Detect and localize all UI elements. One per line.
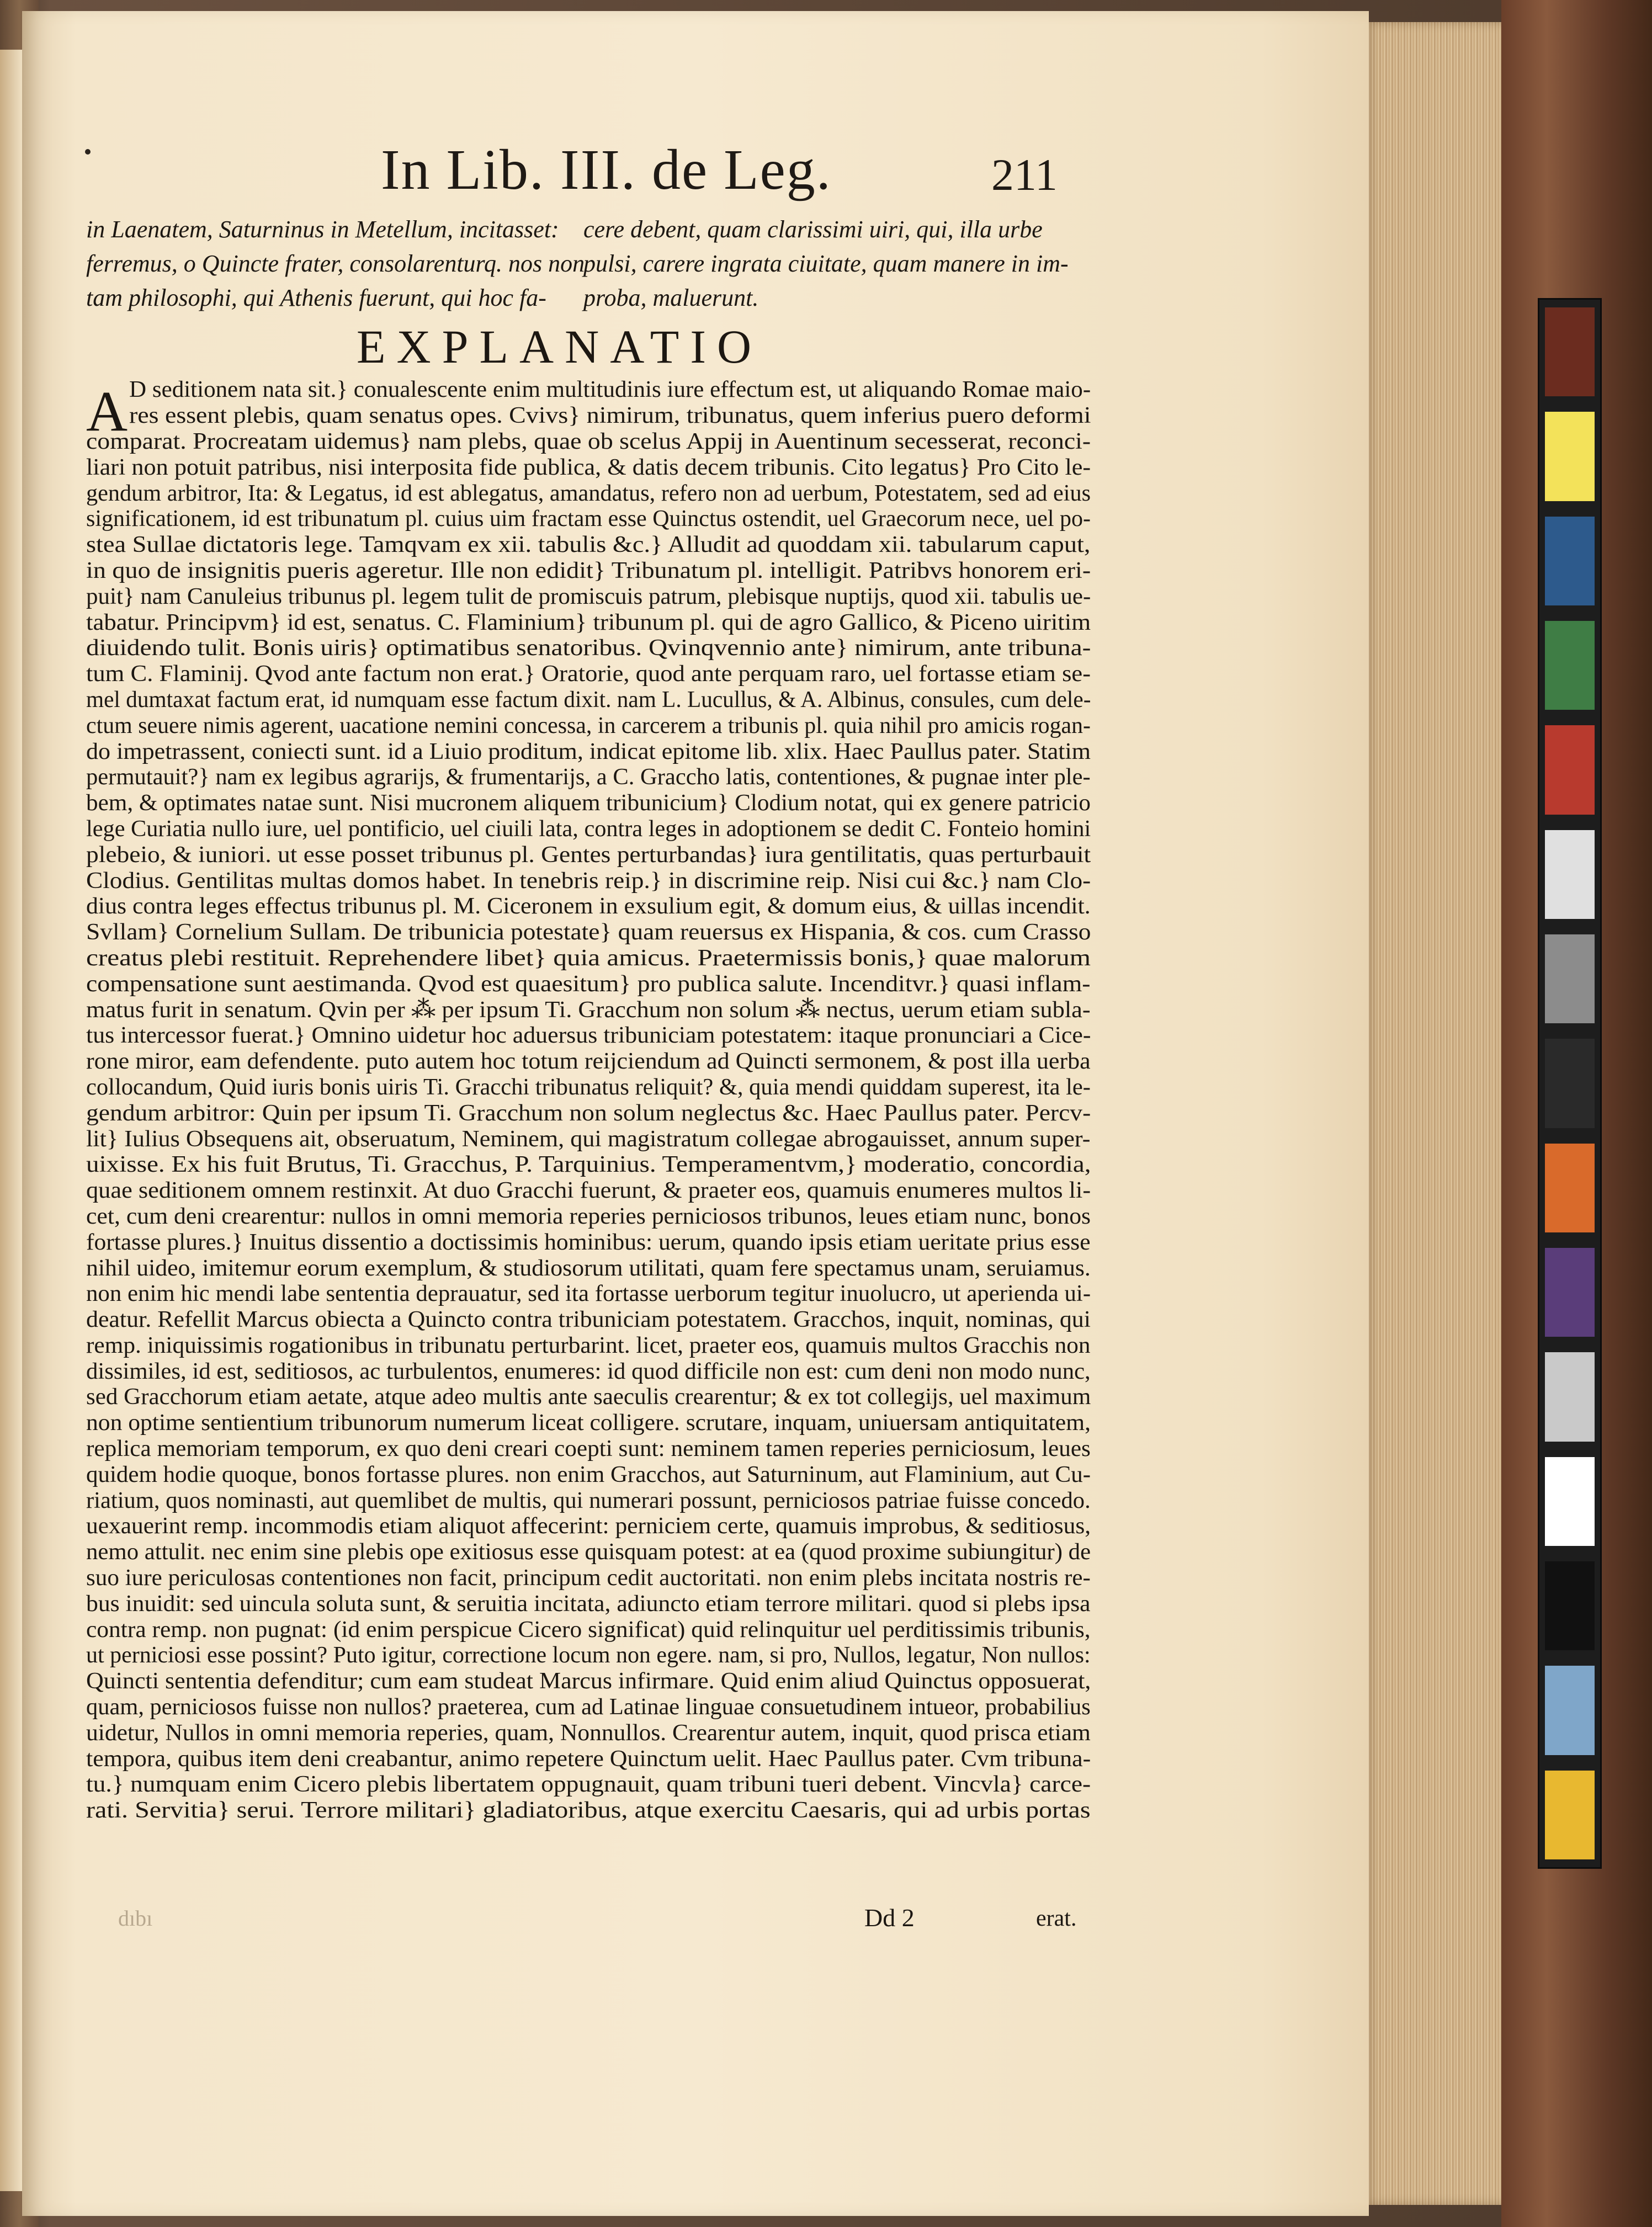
text-line: in Laenatem, Saturninus in Metellum, incitasset:: [86, 216, 559, 243]
commentary-line: creatus plebi restituit. Reprehendere libet} quia amicus. Praetermissis bonis,} quae malorum: [86, 944, 1091, 971]
commentary-line: in quo de insignitis pueris ageretur. Ille non edidit} Tribunatum pl. intelligit. Patribvs honorem eri-: [86, 557, 1091, 583]
commentary-line: tabatur. Principvm} id est, senatus. C. Flaminium} tribunum pl. qui de agro Gallico, & Piceno uiritim: [86, 609, 1091, 635]
commentary-line: do impetrassent, coniecti sunt. id a Liuio proditum, indicat epitome lib. xlix. Haec Paullus pater. Statim: [86, 738, 1091, 764]
color-calibration-strip: [1538, 298, 1602, 1869]
commentary-line: permutauit?} nam ex legibus agrarijs, & frumentarijs, a C. Graccho latis, contentiones, & pugnae inter ple-: [86, 764, 1091, 790]
calibration-swatch: [1545, 1457, 1595, 1546]
commentary-line: quam, perniciosos fuisse non nullos? praeterea, cum ad Latinae linguae consuetudinem intueor, probabilius: [86, 1694, 1091, 1720]
calibration-swatch: [1545, 1248, 1595, 1337]
commentary-line: res essent plebis, quam senatus opes. Cvivs} nimirum, tribunatus, quem inferius puero deformi: [129, 402, 1091, 428]
commentary-line: compensatione sunt aestimanda. Qvod est quaesitum} pro publica salute. Incenditvr.} quasi inflam-: [86, 970, 1091, 997]
commentary-line: puit} nam Canuleius tribunus pl. legem tulit de promiscuis patrum, plebisque nuptijs, quod xii. tabulis ue-: [86, 583, 1091, 609]
commentary-line: tempora, quibus item deni creabantur, animo repetere Quinctum uelit. Haec Paullus pater. Cvm tribuna-: [86, 1745, 1091, 1772]
calibration-swatch: [1545, 621, 1595, 710]
section-heading: EXPLANATIO: [357, 320, 763, 373]
commentary-line: uixisse. Ex his fuit Brutus, Ti. Gracchus, P. Tarquinius. Temperamentvm,} moderatio, concordia,: [86, 1151, 1091, 1178]
commentary-line: significationem, id est tribunatum pl. cuius uim fractam esse Quinctus ostendit, uel Graecorum nece, uel po-: [86, 506, 1091, 532]
commentary-line: Clodius. Gentilitas multas domos habet. In tenebris reip.} in discrimine reip. Nisi cui &c.} nam Clo-: [86, 867, 1091, 894]
commentary-line: bus inuidit: sed uincula soluta sunt, & seruitia incitata, adiuncto etiam terrore militari. quod si plebs ipsa: [86, 1590, 1091, 1617]
commentary-line: mel dumtaxat factum erat, id numquam esse factum dixit. nam L. Lucullus, & A. Albinus, consules, cum dele-: [86, 686, 1091, 713]
calibration-swatch: [1545, 1771, 1595, 1859]
commentary-body: [86, 429, 1091, 1824]
commentary-line: liari non potuit patribus, nisi interposita fide publica, & datis decem tribunis. Cito legatus} Pro Cito le-: [86, 454, 1091, 480]
commentary-line: fortasse plures.} Inuitus dissentio a doctissimis hominibus: uerum, quando ipsis etiam ueritate prius esse: [86, 1229, 1091, 1255]
faint-show-through-mark: dıbı: [118, 1906, 153, 1931]
facing-page-edge: [0, 50, 22, 2191]
calibration-swatch: [1545, 934, 1595, 1023]
commentary-line: rone miror, eam defendente. puto autem hoc totum reijciendum ad Quincti sermonem, & post illa uerba: [86, 1048, 1091, 1075]
text-line: cere debent, quam clarissimi uiri, qui, illa urbe: [583, 216, 1043, 243]
calibration-swatch: [1545, 517, 1595, 605]
commentary-line: nihil uideo, imitemur eorum exemplum, & studiosorum utilitati, quam fere spectamus unam, seruiamus.: [86, 1255, 1091, 1281]
commentary-line: bem, & optimates natae sunt. Nisi mucronem aliquem tribunicium} Clodium notat, qui ex genere patricio: [86, 790, 1091, 816]
commentary-line: nemo attulit. nec enim sine plebis ope exitiosus esse quisquam potest: at ea (quod proxime subiungitur) de: [86, 1539, 1091, 1565]
running-head: In Lib. III. de Leg.: [381, 138, 832, 201]
drop-initial: A: [86, 380, 128, 443]
commentary-line: cet, cum deni crearentur: nullos in omni memoria reperies perniciosos tribunos, leues etiam nunc, bonos: [86, 1203, 1091, 1229]
commentary-line: sed Gracchorum etiam aetate, atque adeo multis ante saeculis crearentur; & ex tot collegijs, uel maximum: [86, 1384, 1091, 1410]
commentary-line: tus intercessor fuerat.} Omnino uidetur hoc aduersus tribuniciam potestatem: itaque pronunciari a Cice-: [86, 1022, 1091, 1049]
text-line: tam philosophi, qui Athenis fuerunt, qui hoc fa-: [86, 284, 546, 311]
commentary-line: remp. iniquissimis rogationibus in tribunatu perturbarint. licet, praeter eos, quamuis multos Gracchis non: [86, 1332, 1091, 1358]
commentary-line: stea Sullae dictatoris lege. Tamqvam ex xii. tabulis &c.} Alludit ad quoddam xii. tabularum caput,: [86, 531, 1091, 558]
commentary-line: contra remp. non pugnat: (id enim perspicue Cicero significat) quid relinquitur uel perditissimis tribunis,: [86, 1616, 1091, 1643]
commentary-line: riatium, quos nominasti, aut quemlibet de multis, qui numerari possunt, perniciosos patriae fuisse concedo.: [86, 1487, 1091, 1513]
commentary-line: quae seditionem omnem restinxit. At duo Gracchi fuerunt, & praeter eos, quamuis enumeres multos li-: [86, 1177, 1091, 1204]
text-column-left: [86, 212, 585, 315]
page-block-edges: [1363, 22, 1501, 2205]
commentary-line: gendum arbitror: Quin per ipsum Ti. Gracchum non solum neglectus &c. Haec Paullus pater. Percv-: [86, 1099, 1091, 1126]
commentary-line: tum C. Flaminij. Qvod ante factum non erat.} Oratorie, quod ante perquam raro, uel fortasse etiam se-: [86, 661, 1091, 687]
commentary-line: tu.} numquam enim Cicero plebis libertatem oppugnauit, quam tribuni tueri debent. Vincvla} carce-: [86, 1771, 1091, 1798]
commentary-line: rati. Servitia} serui. Terrore militari} gladiatoribus, atque exercitu Caesaris, qui ad urbis portas: [86, 1797, 1091, 1824]
commentary-opening: [129, 377, 1091, 429]
calibration-swatch: [1545, 1144, 1595, 1232]
text-line: pulsi, carere ingrata ciuitate, quam manere in im-: [583, 250, 1069, 277]
calibration-swatch: [1545, 830, 1595, 919]
commentary-line: replica memoriam temporum, ex quo deni creari coepti sunt: neminem tamen reperies perniciosum, leues: [86, 1436, 1091, 1462]
calibration-swatch: [1545, 1039, 1595, 1128]
commentary-line: D seditionem nata sit.} conualescente enim multitudinis iure effectum est, ut aliquando Romae maio-: [129, 376, 1091, 402]
commentary-line: uidetur, Nullos in omni memoria reperies, quam, Nonnullos. Crearentur autem, inquit, quod prisca etiam: [86, 1719, 1091, 1746]
commentary-line: lit} Iulius Obsequens ait, obseruatum, Neminem, qui magistratum collegae abrogauisset, annum super-: [86, 1125, 1091, 1152]
calibration-swatch: [1545, 1561, 1595, 1650]
commentary-line: non optime sentientium tribunorum numerum liceat colligere. scrutare, inquam, uniuersam antiquitatem,: [86, 1410, 1091, 1436]
margin-dot: [85, 149, 91, 155]
commentary-line: Svllam} Cornelium Sullam. De tribunicia potestate} quam reuersus ex Hispania, & cos. cum Crasso: [86, 919, 1091, 945]
commentary-line: deatur. Refellit Marcus obiecta a Quincto contra tribuniciam potestatem. Gracchos, inquit, nominas, qui: [86, 1306, 1091, 1333]
commentary-line: collocandum, Quid iuris bonis uiris Ti. Gracchi tribunatus reliquit? &, quia mendi quiddam superest, ita le-: [86, 1073, 1091, 1100]
commentary-line: dius contra leges effectus tribunus pl. M. Ciceronem in exsulium egit, & domum eius, & uillas incendit.: [86, 893, 1091, 919]
commentary-line: gendum arbitror, Ita: & Legatus, id est ablegatus, amandatus, refero non ad uerbum, Potestatem, sed ad eius: [86, 480, 1091, 506]
commentary-line: dissimiles, id est, seditiosos, ac turbulentos, enumeres: id quod difficile non est: cum deni non modo nunc,: [86, 1358, 1091, 1384]
text-line: proba, maluerunt.: [583, 284, 759, 311]
page-number: 211: [991, 150, 1058, 200]
commentary-line: diuidendo tulit. Bonis uiris} optimatibus senatoribus. Qvinqvennio ante} nimirum, ante tribuna-: [86, 635, 1091, 661]
commentary-line: ut perniciosi esse possint? Puto igitur, correctione locum non egere. nam, si pro, Nullos, legatur, Non nullos:: [86, 1642, 1091, 1668]
commentary-line: ctum seuere nimis agerent, uacatione nemini concessa, in carcerem a tribunis pl. quia nihil pro amicis rogan-: [86, 712, 1091, 738]
commentary-line: quidem hodie quoque, bonos fortasse plures. non enim Gracchos, aut Saturninum, aut Flaminium, aut Cu-: [86, 1461, 1091, 1487]
commentary-line: lege Curiatia nullo iure, uel pontificio, uel ciuili lata, contra leges in adoptionem se dedit C. Fonteio homini: [86, 815, 1091, 842]
commentary-line: suo iure periculosas contentiones non facit, principum cedit auctoritati. non enim plebs incitata nostris re-: [86, 1565, 1091, 1591]
catchword: erat.: [1036, 1906, 1077, 1931]
signature-mark: Dd 2: [864, 1904, 915, 1932]
commentary-line: non enim hic mendi labe sententia deprauatur, sed ita fortasse uerborum tegitur inuolucro, ut aperienda ui-: [86, 1280, 1091, 1307]
calibration-swatch: [1545, 412, 1595, 501]
commentary-line: matus furit in senatum. Qvin per ⁂ per ipsum Ti. Gracchum non solum ⁂ nectus, uerum etiam subla-: [86, 996, 1091, 1023]
calibration-swatch: [1545, 725, 1595, 814]
commentary-line: Quincti sententia defenditur; cum eam studeat Marcus infirmare. Quid enim aliud Quinctus opposuerat,: [86, 1668, 1091, 1694]
text-line: ferremus, o Quincte frater, consolarenturq. nos non: [86, 250, 585, 277]
commentary-line: plebeio, & iuniori. ut esse posset tribunus pl. Gentes perturbandas} iura gentilitatis, quas perturbauit: [86, 841, 1091, 868]
calibration-swatch: [1545, 307, 1595, 396]
commentary-line: uexauerint remp. incommodis etiam aliquot affecerint: perniciem certe, quamuis improbus, & seditiosus,: [86, 1513, 1091, 1539]
text-column-right: [583, 212, 1080, 315]
commentary-line: comparat. Procreatam uidemus} nam plebs, quae ob scelus Appij in Auentinum secesserat, reconci-: [86, 428, 1091, 454]
calibration-swatch: [1545, 1352, 1595, 1441]
calibration-swatch: [1545, 1666, 1595, 1755]
